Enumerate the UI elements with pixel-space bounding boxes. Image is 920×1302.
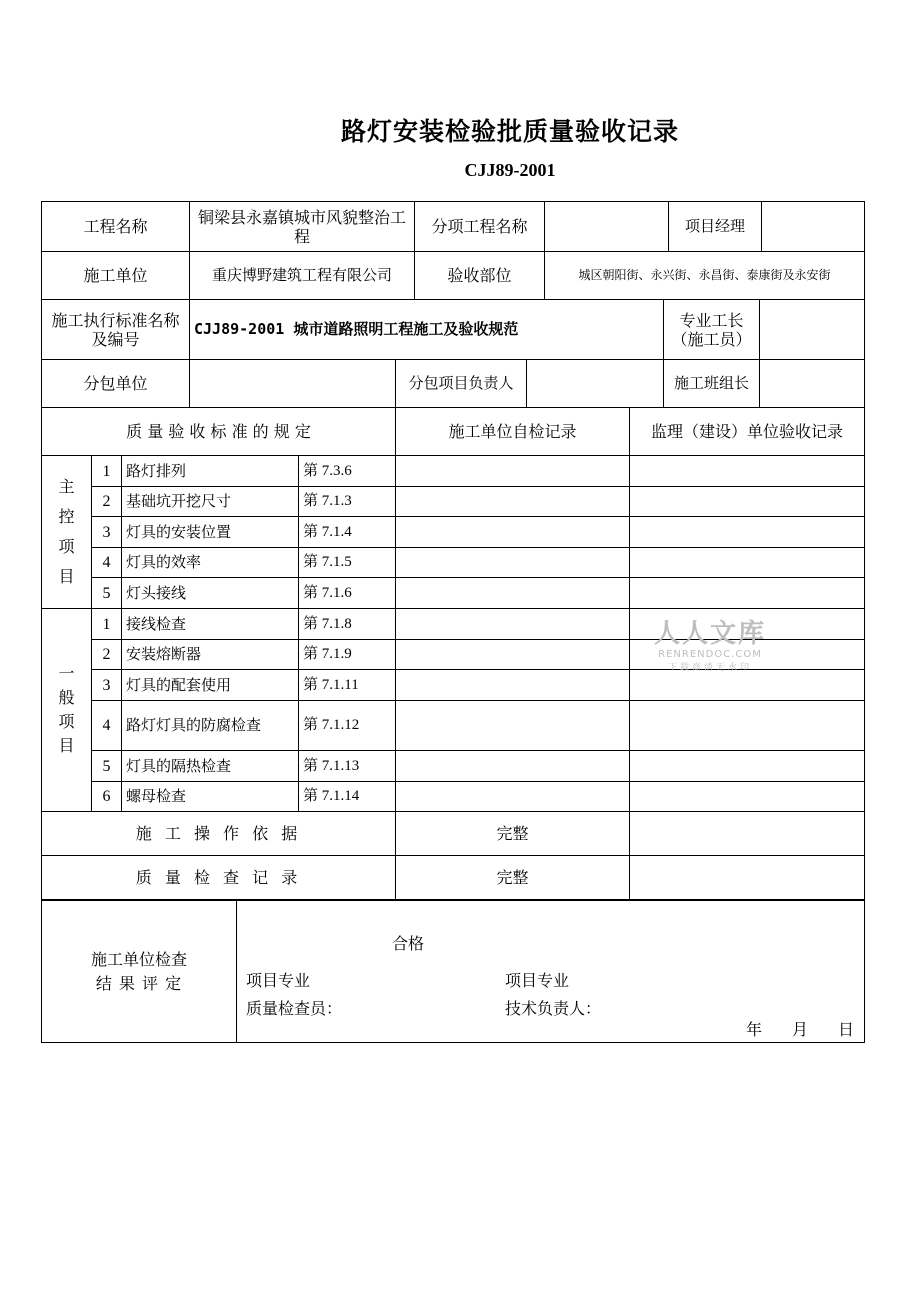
watermark-brand: 人人文库	[653, 619, 766, 649]
table-row	[42, 670, 865, 701]
self-check-cell	[396, 456, 630, 487]
self-check-cell	[396, 640, 630, 670]
foreman-label: 专业工长（施工员）	[664, 300, 760, 360]
items-table	[41, 407, 865, 900]
item-name: 基础坑开挖尺寸	[122, 487, 299, 517]
item-name: 螺母检查	[122, 782, 299, 812]
item-name: 路灯灯具的防腐检查	[122, 701, 299, 751]
item-no: 6	[92, 782, 122, 812]
foreman-value	[760, 300, 865, 360]
item-no: 4	[92, 548, 122, 578]
item-no: 1	[92, 456, 122, 487]
date-day: 日	[838, 1020, 855, 1039]
date-month: 月	[792, 1020, 809, 1039]
supervision-cell	[630, 517, 865, 548]
subcontractor-value	[190, 360, 396, 408]
constructor-value: 重庆博野建筑工程有限公司	[190, 252, 415, 300]
self-check-cell	[396, 548, 630, 578]
table-row	[42, 548, 865, 578]
supervision-cell	[630, 609, 865, 640]
result-label: 施工单位检查 结 果 评 定	[42, 901, 237, 1043]
quality-record-value: 完整	[396, 856, 630, 900]
acceptance-part-label: 验收部位	[415, 252, 545, 300]
supervision-cell	[630, 578, 865, 609]
constructor-label: 施工单位	[42, 252, 190, 300]
tech-director-label: 技术负责人：	[505, 999, 602, 1018]
item-clause: 第 7.1.5	[299, 548, 396, 578]
self-check-cell	[396, 609, 630, 640]
table-row	[42, 578, 865, 609]
date-year: 年	[746, 1020, 763, 1039]
supervision-cell	[630, 487, 865, 517]
supervision-cell	[630, 701, 865, 751]
table-row	[42, 517, 865, 548]
document-title: 路灯安装检验批质量验收记录	[340, 117, 679, 146]
item-clause: 第 7.1.6	[299, 578, 396, 609]
supervision-cell	[630, 782, 865, 812]
tech-director-title: 项目专业	[505, 971, 570, 990]
sub-manager-label: 分包项目负责人	[396, 360, 527, 408]
table-row	[42, 701, 865, 751]
item-name: 灯具的配套使用	[122, 670, 299, 701]
item-clause: 第 7.1.4	[299, 517, 396, 548]
standard-value: CJJ89-2001 城市道路照明工程施工及验收规范	[190, 300, 664, 360]
basis-label: 施 工 操 作 依 据	[42, 812, 396, 856]
standard-label: 施工执行标准名称及编号	[42, 300, 190, 360]
acceptance-part-value: 城区朝阳街、永兴街、永昌街、泰康街及永安街	[545, 252, 865, 300]
general-label: 一 般 项 目	[42, 609, 92, 812]
supervision-column-header: 监理（建设）单位验收记录	[630, 408, 865, 456]
item-name: 灯具的效率	[122, 548, 299, 578]
supervision-cell	[630, 548, 865, 578]
item-no: 1	[92, 609, 122, 640]
supervision-cell	[630, 640, 865, 670]
item-no: 3	[92, 670, 122, 701]
project-name-value: 铜梁县永嘉镇城市风貌整治工程	[190, 202, 415, 252]
header-table	[41, 201, 865, 300]
basis-supervision-cell	[630, 812, 865, 856]
self-check-cell	[396, 701, 630, 751]
item-name: 路灯排列	[122, 456, 299, 487]
team-leader-value	[760, 360, 865, 408]
project-manager-label: 项目经理	[669, 202, 762, 252]
basis-value: 完整	[396, 812, 630, 856]
item-name: 灯头接线	[122, 578, 299, 609]
standard-table	[41, 299, 865, 360]
subitem-name-value	[545, 202, 669, 252]
self-check-cell	[396, 578, 630, 609]
quality-record-supervision-cell	[630, 856, 865, 900]
sub-manager-value	[527, 360, 664, 408]
item-name: 接线检查	[122, 609, 299, 640]
item-clause: 第 7.1.9	[299, 640, 396, 670]
supervision-cell	[630, 456, 865, 487]
watermark-slogan: 下载高清无水印	[667, 663, 752, 673]
watermark-domain: RENRENDOC.COM	[658, 649, 762, 660]
project-name-label: 工程名称	[42, 202, 190, 252]
table-row	[42, 751, 865, 782]
subitem-name-label: 分项工程名称	[415, 202, 545, 252]
result-table	[41, 900, 865, 1043]
self-check-cell	[396, 670, 630, 701]
item-name: 灯具的安装位置	[122, 517, 299, 548]
self-check-cell	[396, 517, 630, 548]
item-no: 3	[92, 517, 122, 548]
item-no: 2	[92, 640, 122, 670]
self-check-cell	[396, 782, 630, 812]
item-no: 5	[92, 578, 122, 609]
table-row	[42, 782, 865, 812]
item-clause: 第 7.1.14	[299, 782, 396, 812]
main-control-label: 主 控 项 目	[42, 456, 92, 609]
project-manager-value	[762, 202, 865, 252]
supervision-cell	[630, 751, 865, 782]
supervision-cell	[630, 670, 865, 701]
item-no: 2	[92, 487, 122, 517]
item-name: 安装熔断器	[122, 640, 299, 670]
quality-inspector-title: 项目专业	[246, 971, 311, 990]
self-check-cell	[396, 487, 630, 517]
quality-record-label: 质 量 检 查 记 录	[42, 856, 396, 900]
standard-code: CJJ89-2001	[464, 160, 556, 180]
table-row	[42, 487, 865, 517]
table-row	[42, 456, 865, 487]
item-no: 5	[92, 751, 122, 782]
item-clause: 第 7.1.13	[299, 751, 396, 782]
item-clause: 第 7.3.6	[299, 456, 396, 487]
spec-column-header: 质 量 验 收 标 准 的 规 定	[42, 408, 396, 456]
self-check-cell	[396, 751, 630, 782]
subcontractor-label: 分包单位	[42, 360, 190, 408]
item-clause: 第 7.1.8	[299, 609, 396, 640]
result-content	[237, 901, 865, 1043]
subcontract-table	[41, 359, 865, 408]
table-row	[42, 609, 865, 640]
quality-inspector-label: 质量检查员：	[246, 999, 343, 1018]
item-clause: 第 7.1.12	[299, 701, 396, 751]
item-no: 4	[92, 701, 122, 751]
item-clause: 第 7.1.11	[299, 670, 396, 701]
item-clause: 第 7.1.3	[299, 487, 396, 517]
result-verdict: 合格	[392, 934, 425, 953]
team-leader-label: 施工班组长	[664, 360, 760, 408]
item-name: 灯具的隔热检查	[122, 751, 299, 782]
table-row	[42, 640, 865, 670]
self-check-column-header: 施工单位自检记录	[396, 408, 630, 456]
